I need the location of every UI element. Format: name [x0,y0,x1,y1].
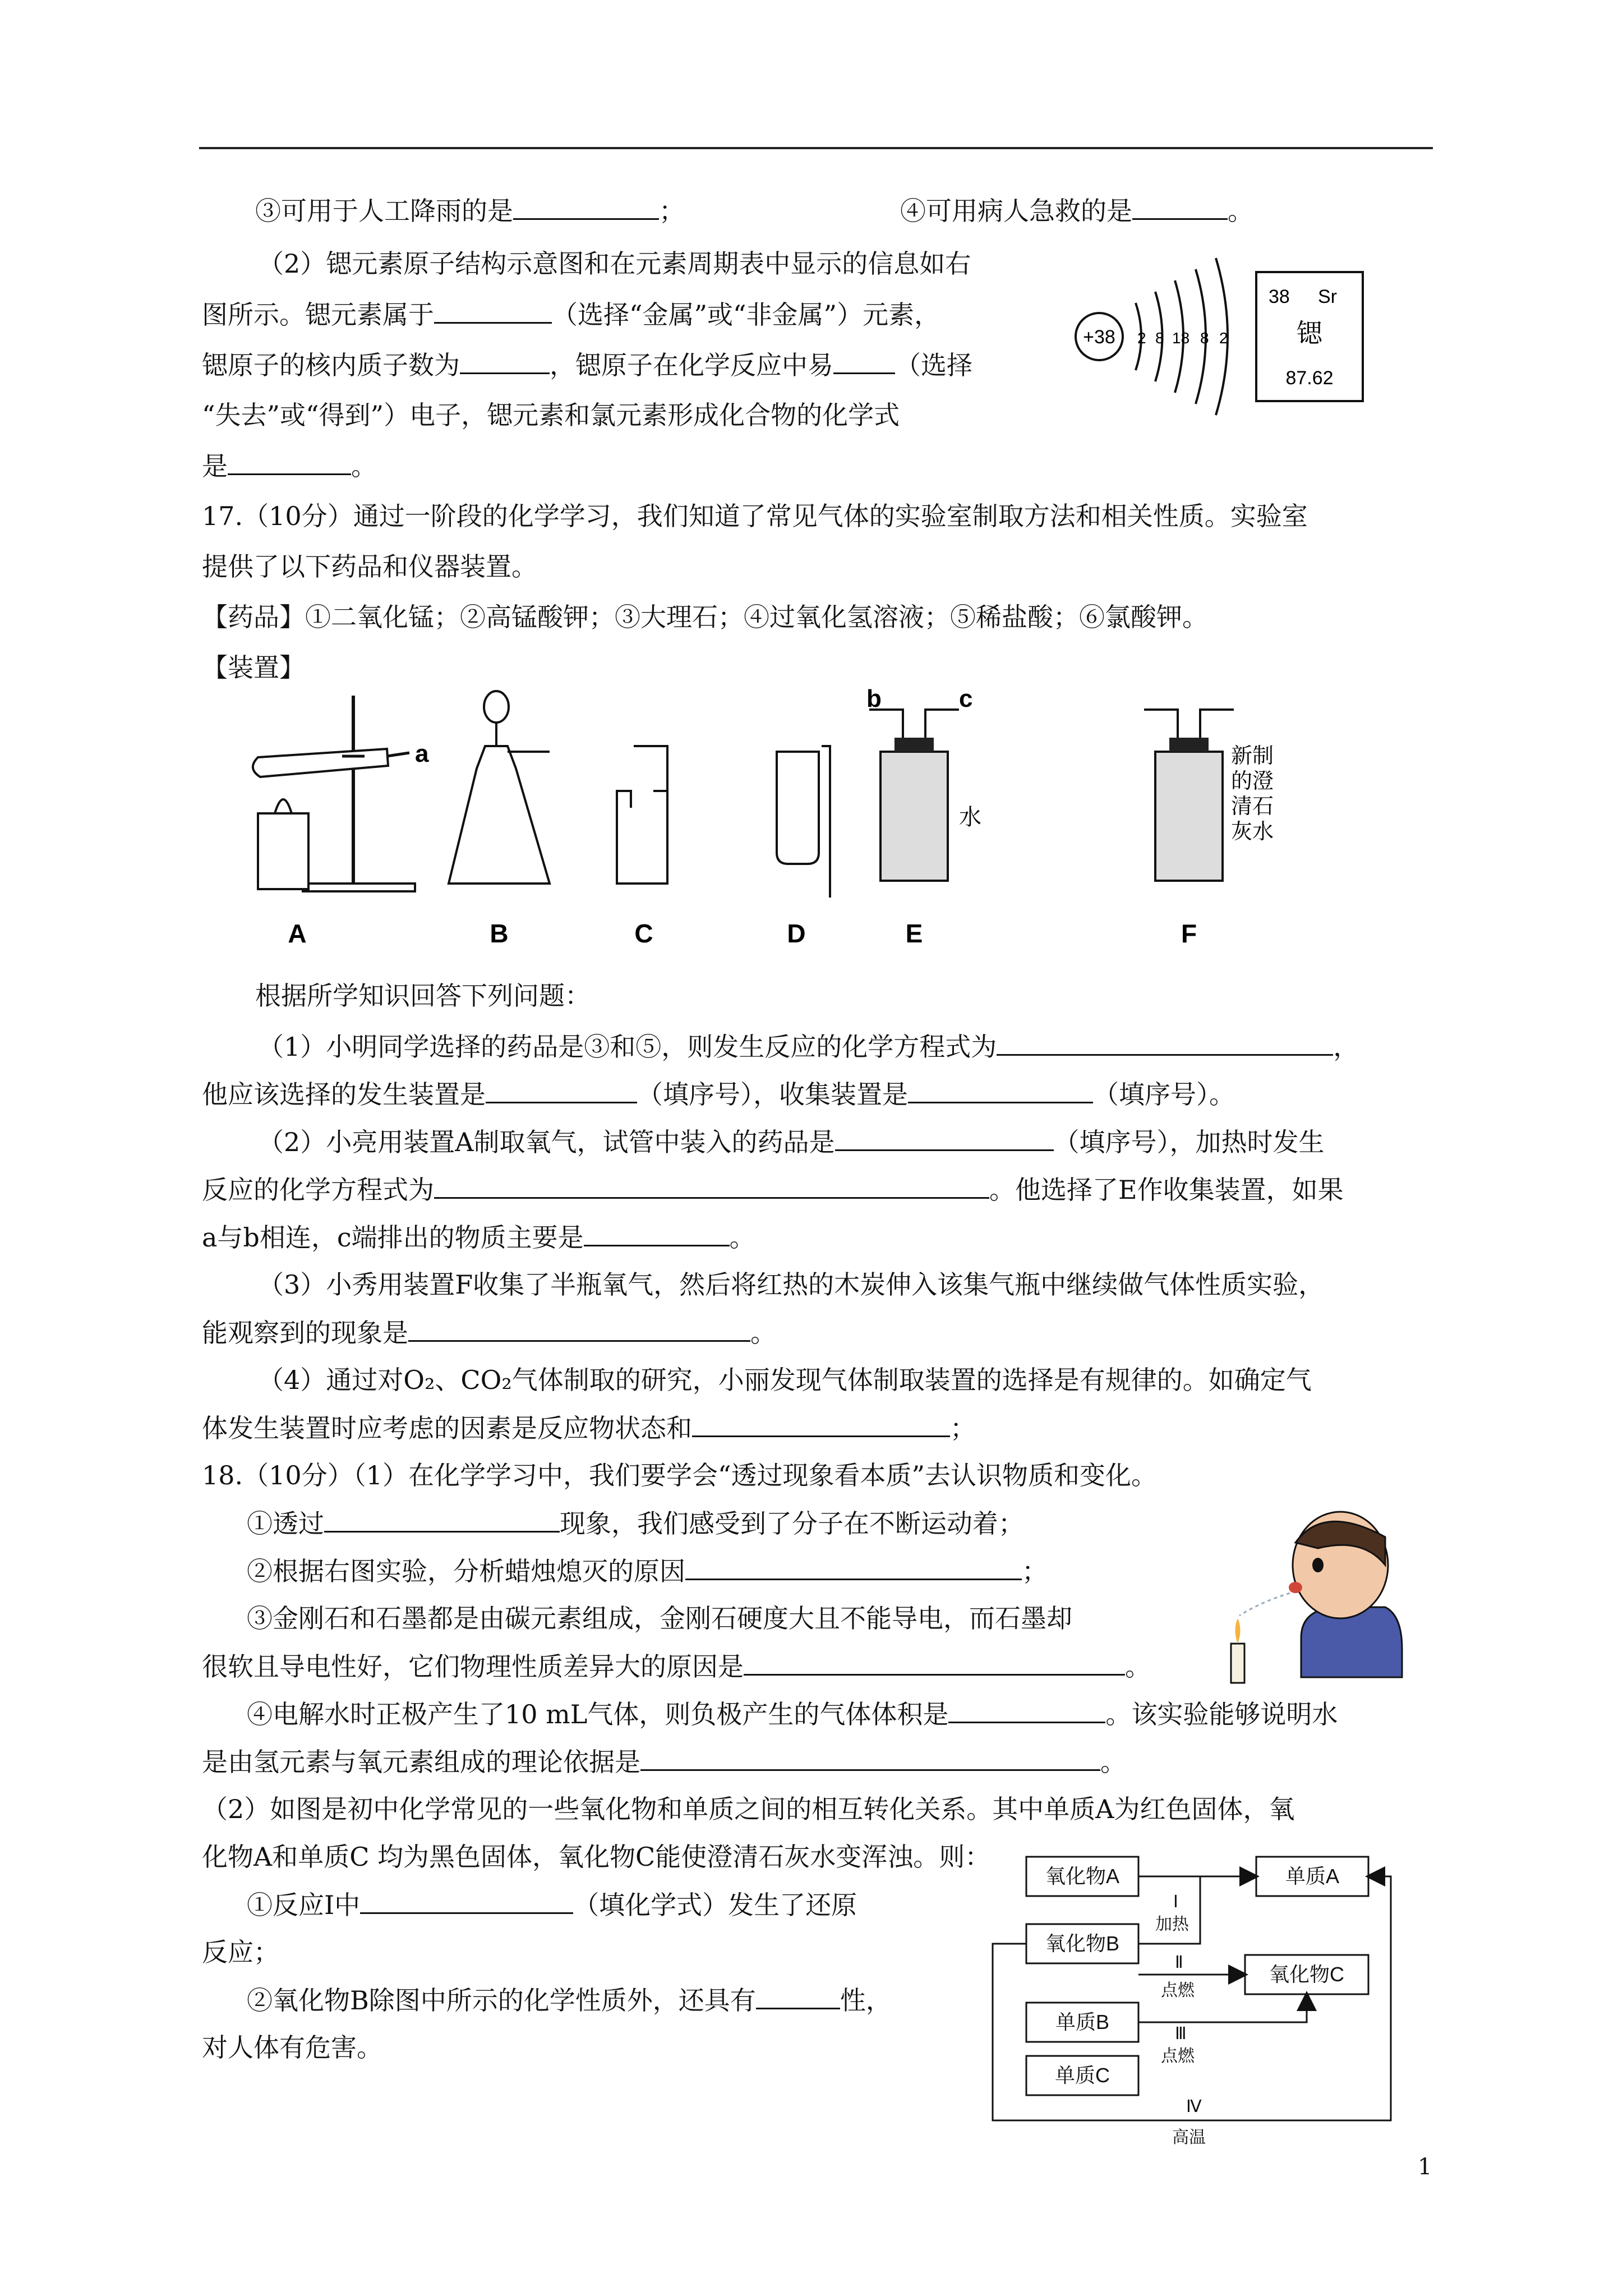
transformation-diagram [976,1846,1424,2148]
atom-structure-diagram [1076,258,1228,415]
q18-item-3-line-2 [202,1649,1151,1683]
answer-blank[interactable] [408,1315,750,1342]
text: 是由氢元素与氧元素组成的理论依据是 [202,1747,640,1777]
q17-lead: 根据所学知识回答下列问题： [255,981,591,1011]
answer-blank[interactable] [692,1411,950,1437]
reaction-i-label: Ⅰ [1173,1893,1178,1911]
q16-p2-line-2 [202,297,940,332]
text: 是 [202,451,228,481]
q16-p2-line-5 [202,449,377,483]
text: 体发生装置时应考虑的因素是反应物状态和 [202,1413,692,1443]
q17-s3-line-1: （3）小秀用装置F收集了半瓶氧气，然后将红热的木炭伸入该集气瓶中继续做气体性质实验， [258,1269,1325,1300]
text: （选择“金属”或“非金属”）元素， [552,300,940,330]
text: 性， [840,1985,892,2016]
element-c-label: 单质C [1055,2064,1110,2087]
reaction-iii-label: Ⅲ [1175,2024,1187,2043]
oxide-a-label: 氧化物A [1045,1865,1120,1888]
text: 反应的化学方程式为 [202,1175,434,1205]
element-symbol: Sr [1318,286,1337,307]
text: （2）小亮用装置A制取氧气，试管中装入的药品是 [258,1127,835,1157]
strontium-figure [1066,247,1380,449]
q18-r2-line-1 [247,1983,892,2017]
limewater-label: 的澄 [1231,770,1274,793]
answer-blank[interactable] [1132,194,1228,220]
text: a与b相连，c端排出的物质主要是 [202,1222,584,1253]
q18-item-1 [247,1506,1024,1540]
reaction-ii-condition: 点燃 [1161,1981,1195,2000]
text: （填序号）。 [1093,1079,1235,1110]
text: ①透过 [247,1508,324,1539]
apparatus-label: F [1181,919,1197,948]
limewater-label: 灰水 [1231,820,1274,844]
apparatus-figure [236,684,1402,954]
q18-r1-line-2: 反应； [202,1937,279,1967]
reaction-iv-label: Ⅳ [1186,2097,1202,2116]
atomic-number: 38 [1269,286,1290,307]
text: 。该实验能够说明水 [1105,1699,1338,1729]
apparatus-label: D [787,919,806,948]
q17-s1-line-1 [258,1029,1359,1064]
text: 。他选择了E作收集装置，如果 [989,1175,1344,1205]
answer-blank[interactable] [584,1220,730,1246]
header-rule [199,147,1433,149]
text: 。 [1100,1747,1126,1777]
text: 他应该选择的发生装置是 [202,1079,486,1110]
page-number: 1 [1418,2154,1432,2180]
text: 现象，我们感受到了分子在不断运动着； [560,1508,1024,1539]
nucleus-charge: +38 [1083,326,1115,348]
reaction-ii-label: Ⅱ [1175,1953,1183,1972]
text: 。 [750,1318,776,1348]
element-name: 锶 [1297,319,1322,348]
text: （填化学式）发生了还原 [573,1890,857,1920]
q17-s4-line-2 [202,1411,976,1445]
shell-count: 2 [1219,329,1228,347]
element-b-label: 单质B [1055,2010,1110,2033]
answer-blank[interactable] [228,449,351,475]
answer-blank[interactable] [997,1029,1333,1056]
text: 。 [351,451,377,481]
text: ； [659,196,685,226]
text: 图所示。锶元素属于 [202,300,434,330]
q18-item-4-line-1 [247,1697,1338,1731]
answer-blank[interactable] [948,1697,1105,1723]
q17-s1-line-2 [202,1077,1235,1111]
text: （填序号），收集装置是 [637,1079,908,1110]
apparatus-b [449,691,550,948]
oxide-c-label: 氧化物C [1269,1963,1344,1986]
text: ①反应Ⅰ中 [247,1890,361,1920]
answer-blank[interactable] [833,348,895,374]
q17-s4-line-1: （4）通过对O₂、CO₂气体制取的研究，小丽发现气体制取装置的选择是有规律的。如确定气 [258,1365,1312,1395]
answer-blank[interactable] [324,1506,560,1533]
apparatus-a [253,696,429,948]
apparatus-label: B [490,919,509,948]
q18-r1-line-1 [247,1888,857,1922]
q18-p2-line-1: （2）如图是初中化学常见的一些氧化物和单质之间的相互转化关系。其中单质A为红色固体，氧 [202,1794,1295,1824]
text: 。 [1125,1651,1151,1682]
atomic-mass: 87.62 [1285,367,1334,389]
q17-s3-line-2 [202,1315,776,1350]
q17-intro-1: 17.（10分）通过一阶段的化学学习，我们知道了常见气体的实验室制取方法和相关性质。实验室 [202,501,1308,531]
q17-drugs: 【药品】①二氧化锰；②高锰酸钾；③大理石；④过氧化氢溶液；⑤稀盐酸；⑥氯酸钾。 [202,602,1208,632]
apparatus-c [617,746,667,948]
q18-r2-line-2: 对人体有危害。 [202,2032,382,2063]
q18-item-3-line-1: ③金刚石和石墨都是由碳元素组成，金刚石硬度大且不能导电，而石墨却 [247,1603,1072,1634]
text: 。 [729,1222,755,1253]
text: ， [1333,1032,1359,1062]
text: 很软且导电性好，它们物理性质差异大的原因是 [202,1651,744,1682]
port-b-label: b [866,685,882,712]
limewater-label: 新制 [1231,744,1274,768]
q16-line-1b [900,194,1253,228]
reaction-i-condition: 加热 [1155,1915,1189,1934]
text: ； [1022,1556,1048,1586]
q18-p2-line-2: 化物A和单质C 均为黑色固体，氧化物C能使澄清石灰水变浑浊。则： [202,1842,991,1872]
apparatus-d [777,746,830,948]
q18-item-4-line-2 [202,1745,1126,1779]
text: 锶原子的核内质子数为 [202,350,460,380]
q18-item-2 [247,1554,1048,1588]
answer-blank[interactable] [756,1983,840,2009]
q16-p2-line-4: “失去”或“得到”）电子，锶元素和氯元素形成化合物的化学式 [202,400,900,430]
reaction-iv-condition: 高温 [1172,2128,1206,2147]
q17-intro-2: 提供了以下药品和仪器装置。 [202,551,537,582]
q17-apparatus-title: 【装置】 [202,652,305,683]
answer-blank[interactable] [685,1554,1022,1580]
answer-blank[interactable] [513,194,659,220]
text: ④电解水时正极产生了10 mL气体，则负极产生的气体体积是 [247,1699,949,1729]
q17-s2-line-1 [258,1125,1325,1159]
shell-count: 2 [1137,329,1146,347]
text: ②根据右图实验，分析蜡烛熄灭的原因 [247,1556,685,1586]
text: （1）小明同学选择的药品是③和⑤，则发生反应的化学方程式为 [258,1032,997,1062]
answer-blank[interactable] [360,1888,573,1914]
apparatus-label: C [634,919,653,948]
limewater-label: 清石 [1231,795,1274,818]
answer-blank[interactable] [640,1745,1100,1771]
periodic-table-cell [1256,272,1363,401]
answer-blank[interactable] [486,1077,637,1103]
shell-count: 8 [1155,329,1164,347]
text: ，锶原子在化学反应中易 [550,350,833,380]
tube-end-label: a [415,740,429,767]
water-label: 水 [959,805,981,830]
text: （选择 [895,350,972,380]
port-c-label: c [959,685,973,712]
text: ④可用病人急救的是 [900,196,1132,226]
answer-blank[interactable] [744,1649,1125,1676]
apparatus-label: A [288,919,307,948]
text: 能观察到的现象是 [202,1318,408,1348]
text: 。 [1228,196,1253,226]
candle-blowing-illustration [1217,1503,1408,1688]
answer-blank[interactable] [434,297,552,324]
oxide-b-label: 氧化物B [1045,1932,1120,1955]
text: （填序号），加热时发生 [1053,1127,1325,1157]
apparatus-e [866,685,981,948]
reaction-iii-condition: 点燃 [1161,2047,1195,2065]
q16-p2-line-3 [202,348,972,382]
text: ③可用于人工降雨的是 [255,196,513,226]
answer-blank[interactable] [460,348,550,374]
answer-blank[interactable] [434,1172,989,1199]
text: ； [950,1413,976,1443]
answer-blank[interactable] [908,1077,1093,1103]
q18-intro: 18.（10分）（1）在化学学习中，我们要学会“透过现象看本质”去认识物质和变化。 [202,1460,1157,1490]
apparatus-label: E [905,919,923,948]
text: ②氧化物B除图中所示的化学性质外，还具有 [247,1985,756,2016]
shell-count: 8 [1200,329,1209,347]
q16-p2-line-1: （2）锶元素原子结构示意图和在元素周期表中显示的信息如右 [258,249,971,279]
q16-line-1 [255,194,685,228]
q17-s2-line-3 [202,1220,755,1254]
shell-count: 18 [1172,329,1190,347]
q17-s2-line-2 [202,1172,1344,1207]
element-a-label: 单质A [1285,1865,1340,1888]
answer-blank[interactable] [835,1125,1054,1151]
apparatus-f [1144,710,1274,948]
